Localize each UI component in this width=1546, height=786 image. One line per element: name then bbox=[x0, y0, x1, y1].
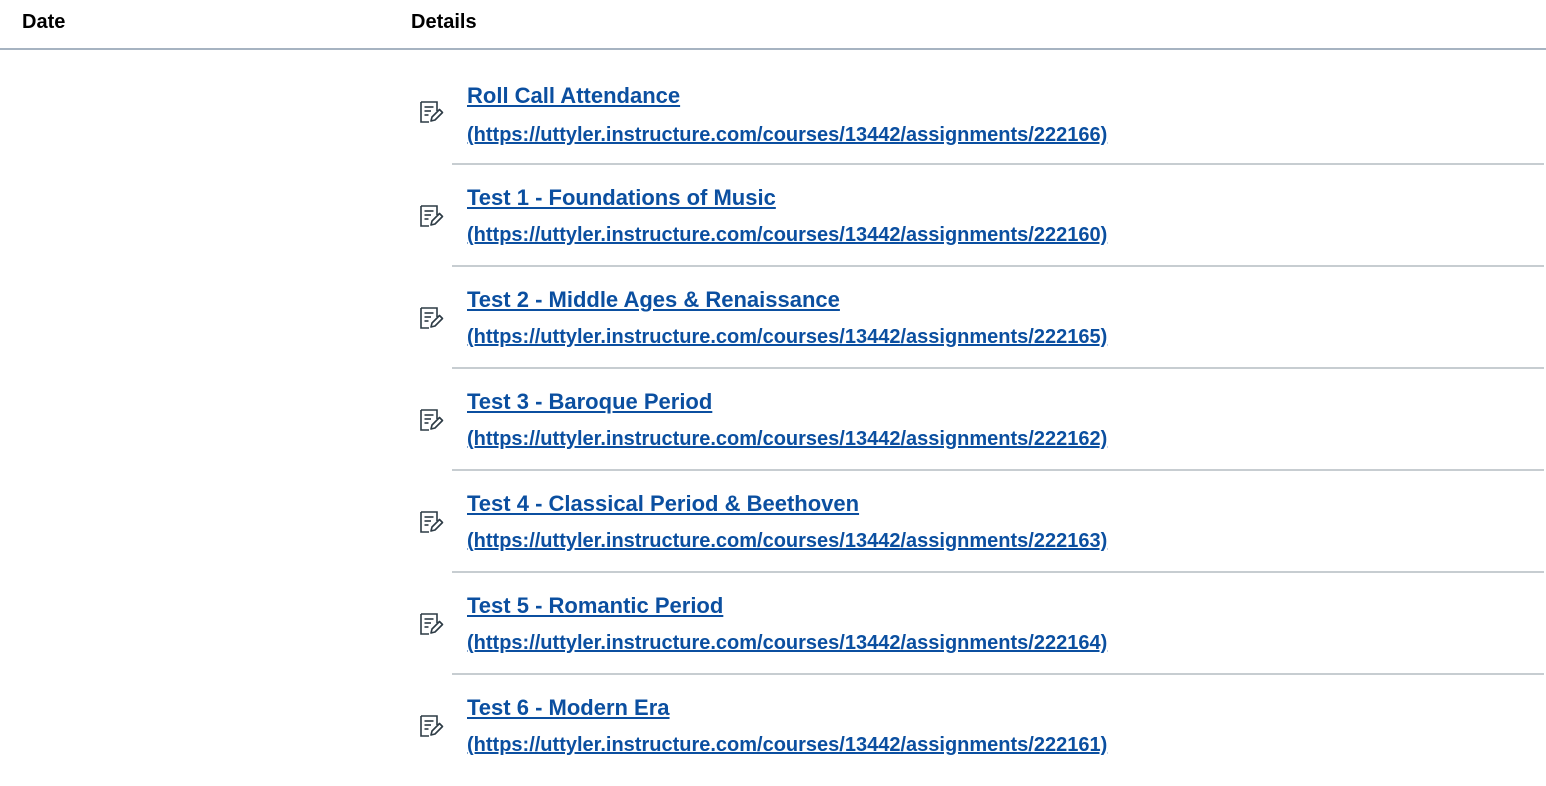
assignment-icon bbox=[418, 713, 444, 739]
table-row bbox=[0, 267, 1546, 369]
table-row bbox=[0, 165, 1546, 267]
assignment-icon bbox=[418, 407, 444, 433]
assignment-link[interactable]: Test 6 - Modern Era bbox=[467, 695, 670, 720]
assignment-link[interactable]: Test 5 - Romantic Period bbox=[467, 593, 724, 618]
assignment-url[interactable]: (https://uttyler.instructure.com/courses/13442/assignments/222165) bbox=[467, 326, 1108, 348]
assignment-url[interactable]: (https://uttyler.instructure.com/courses/13442/assignments/222161) bbox=[467, 734, 1108, 756]
table-row bbox=[0, 573, 1546, 675]
assignment-link[interactable]: Test 4 - Classical Period & Beethoven bbox=[467, 491, 860, 516]
table-header bbox=[0, 0, 1546, 50]
assignment-list bbox=[0, 83, 1546, 777]
header-date: Date bbox=[22, 11, 66, 33]
assignment-url[interactable]: (https://uttyler.instructure.com/courses/13442/assignments/222163) bbox=[467, 530, 1108, 552]
header-details: Details bbox=[411, 11, 477, 33]
table-row bbox=[0, 369, 1546, 471]
assignment-icon bbox=[418, 203, 444, 229]
table-row bbox=[0, 675, 1546, 777]
assignment-icon bbox=[418, 611, 444, 637]
assignment-url[interactable]: (https://uttyler.instructure.com/courses/13442/assignments/222160) bbox=[467, 224, 1108, 246]
assignment-link[interactable]: Test 3 - Baroque Period bbox=[467, 389, 713, 414]
assignment-icon bbox=[418, 99, 444, 125]
assignment-link[interactable]: Test 2 - Middle Ages & Renaissance bbox=[467, 287, 840, 312]
assignment-link[interactable]: Test 1 - Foundations of Music bbox=[467, 185, 776, 210]
assignment-icon bbox=[418, 305, 444, 331]
assignment-url[interactable]: (https://uttyler.instructure.com/courses/13442/assignments/222164) bbox=[467, 632, 1108, 654]
assignment-icon bbox=[418, 509, 444, 535]
assignment-url[interactable]: (https://uttyler.instructure.com/courses/13442/assignments/222166) bbox=[467, 124, 1108, 146]
table-row bbox=[0, 471, 1546, 573]
assignment-link[interactable]: Roll Call Attendance bbox=[467, 83, 681, 108]
table-row bbox=[0, 83, 1546, 165]
assignment-url[interactable]: (https://uttyler.instructure.com/courses/13442/assignments/222162) bbox=[467, 428, 1108, 450]
